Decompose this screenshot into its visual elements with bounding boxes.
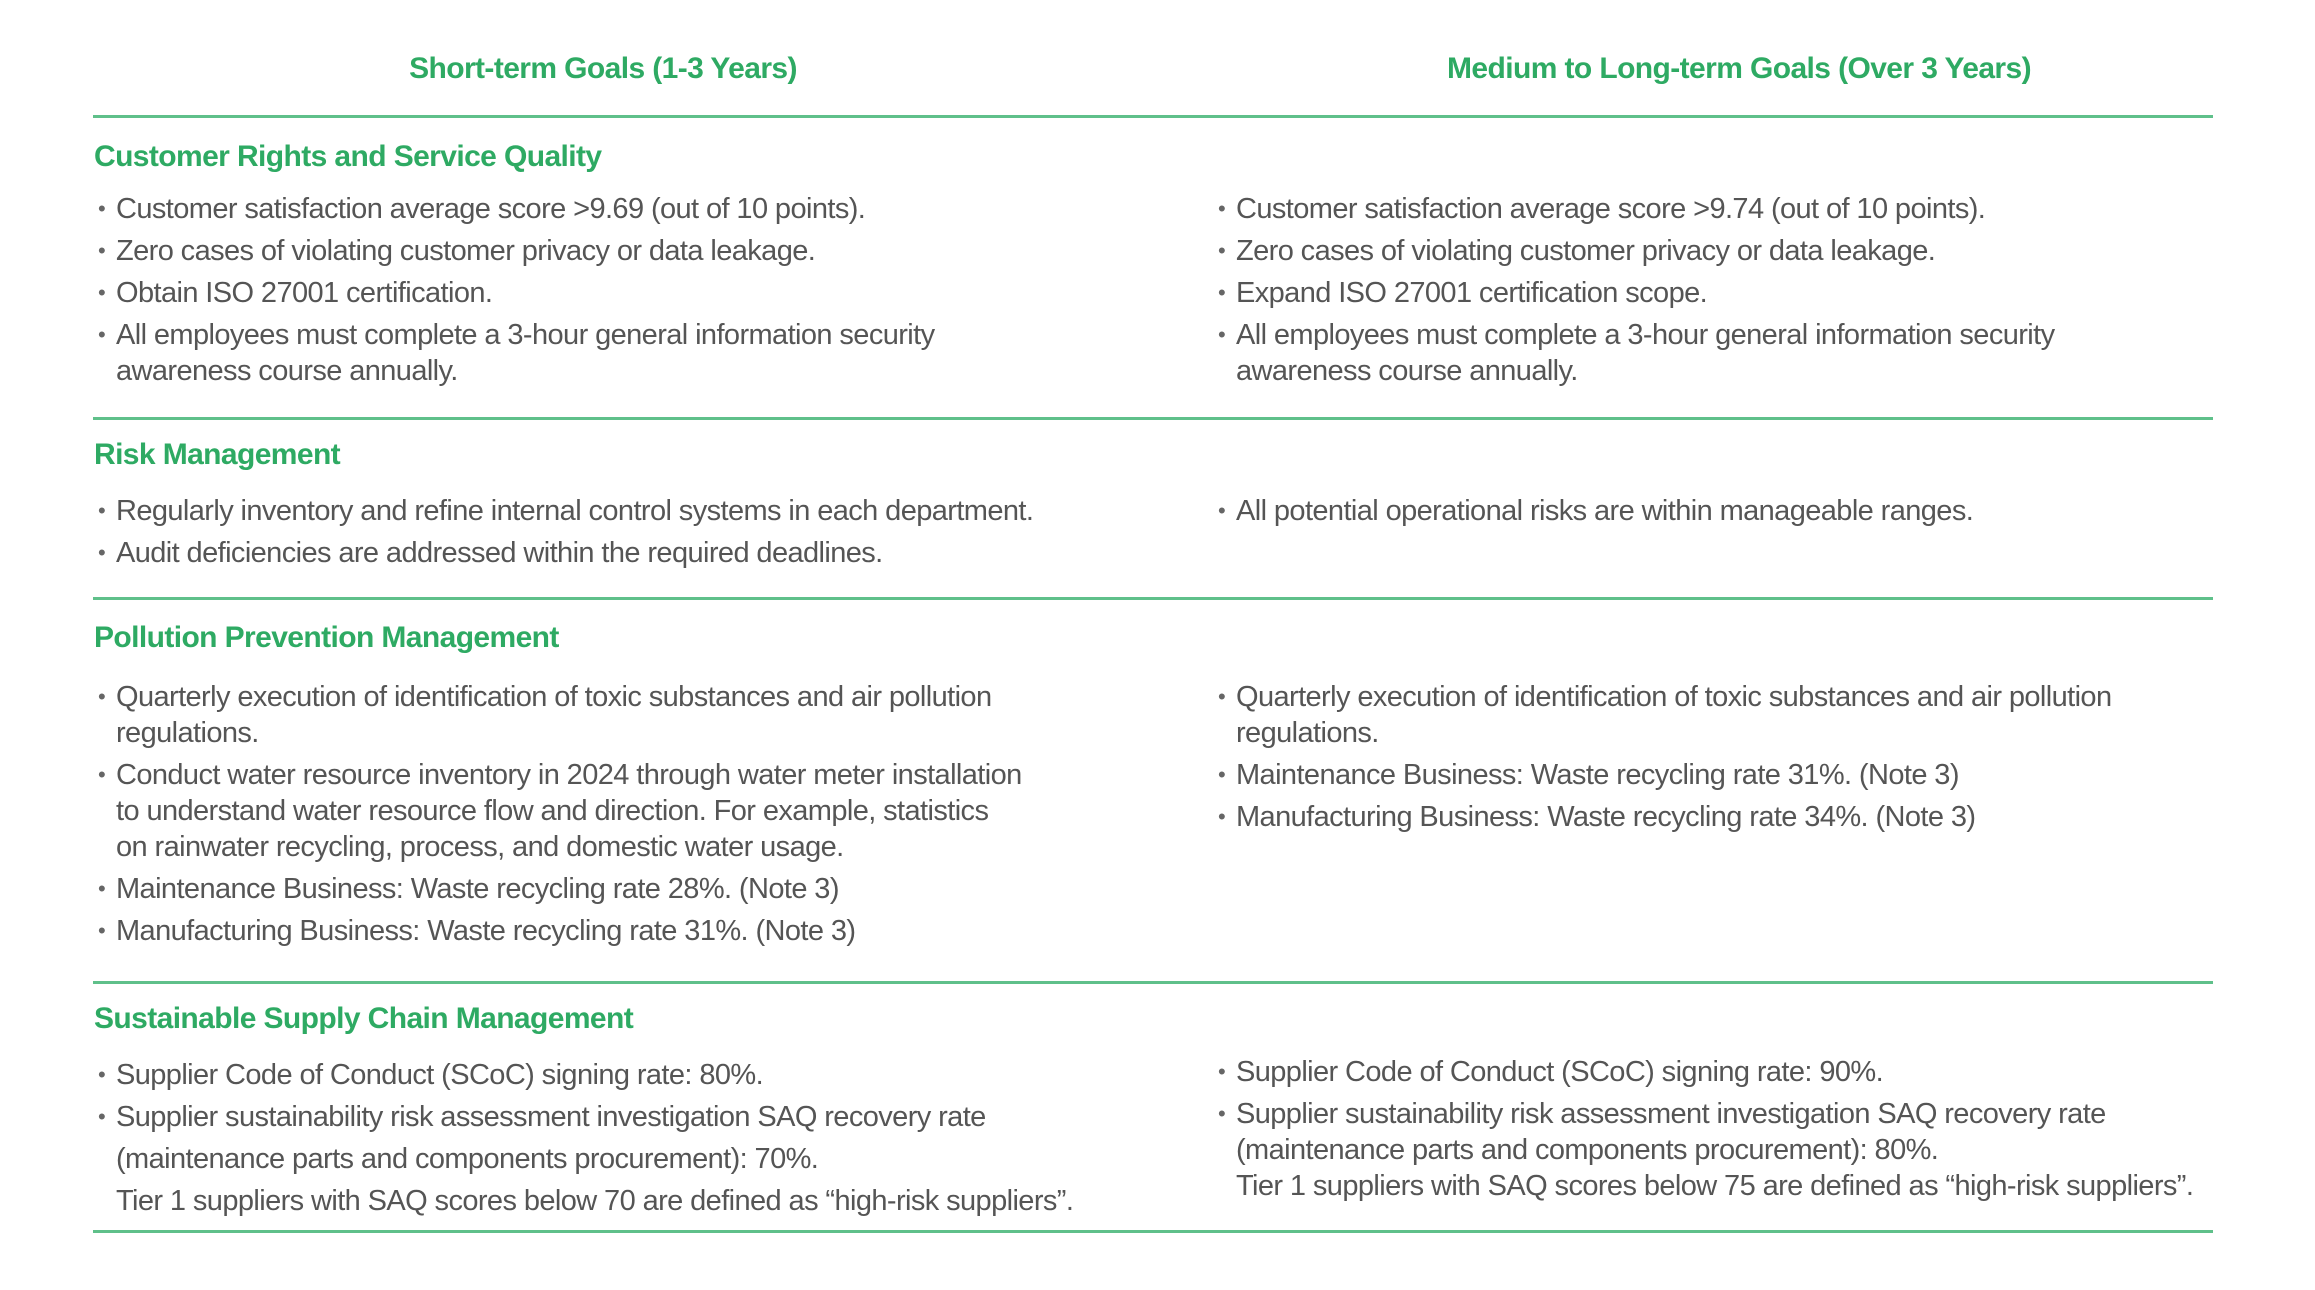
goal-item-long [1218,275,1708,311]
goal-text-line: awareness course annually. [1236,355,1578,387]
bullet-icon: • [98,540,106,565]
goal-text-line: Tier 1 suppliers with SAQ scores below 70 are defined as “high-risk suppliers”. [116,1185,1074,1217]
bullet-icon: • [1218,684,1226,709]
goal-item-short [98,493,1034,529]
goal-item-short [98,275,493,311]
goal-text-line: Customer satisfaction average score >9.69 (out of 10 points). [116,193,866,225]
goal-text-line: All employees must complete a 3-hour general information security [1236,319,2055,351]
goal-text-line: Supplier sustainability risk assessment investigation SAQ recovery rate [1236,1098,2106,1130]
goal-text-line: (maintenance parts and components procurement): 70%. [116,1143,819,1175]
goal-text-line: (maintenance parts and components procurement): 80%. [1236,1134,1939,1166]
section-title-customer-rights: Customer Rights and Service Quality [94,140,602,173]
goal-text-line: Manufacturing Business: Waste recycling rate 31%. (Note 3) [116,915,856,947]
section-title-supply-chain: Sustainable Supply Chain Management [94,1002,634,1035]
goal-item-long [1218,757,1959,793]
goal-text-line: Quarterly execution of identification of toxic substances and air pollution [116,681,992,713]
goal-text-line: Conduct water resource inventory in 2024 through water meter installation [116,759,1022,791]
bullet-icon: • [98,238,106,263]
goal-text-line: Tier 1 suppliers with SAQ scores below 75 are defined as “high-risk suppliers”. [1236,1170,2194,1202]
goal-text-line: Customer satisfaction average score >9.74 (out of 10 points). [1236,193,1986,225]
goal-text-line: Supplier Code of Conduct (SCoC) signing rate: 90%. [1236,1056,1884,1088]
goal-item-long [1218,799,1976,835]
column-header-long-term: Medium to Long-term Goals (Over 3 Years) [1447,52,2031,85]
section-title-risk-management: Risk Management [94,438,341,471]
bullet-icon: • [1218,1059,1226,1084]
goal-text-line: Audit deficiencies are addressed within the required deadlines. [116,537,883,569]
goal-item-short [98,317,935,389]
bullet-icon: • [1218,196,1226,221]
goal-text-line: Zero cases of violating customer privacy or data leakage. [116,235,816,267]
goal-item-long [1218,191,1986,227]
goal-text-line: regulations. [1236,717,1379,749]
bullet-icon: • [98,918,106,943]
bullet-icon: • [98,684,106,709]
goal-item-long [1218,233,1936,269]
goal-item-short [98,871,839,907]
goal-text-line: Supplier sustainability risk assessment investigation SAQ recovery rate [116,1101,986,1133]
goal-text-line: Maintenance Business: Waste recycling rate 31%. (Note 3) [1236,759,1959,791]
bullet-icon: • [98,322,106,347]
goal-item-short [98,757,1022,865]
goal-item-short [98,1096,1074,1222]
goal-text-line: awareness course annually. [116,355,458,387]
bullet-icon: • [98,498,106,523]
goal-item-long [1218,679,2112,751]
goal-text-line: All employees must complete a 3-hour general information security [116,319,935,351]
goal-text-line: regulations. [116,717,259,749]
goal-item-long [1218,1054,1884,1090]
goal-item-short [98,535,883,571]
divider [93,115,2213,118]
goal-text-line: Regularly inventory and refine internal control systems in each department. [116,495,1034,527]
goal-text-line: Zero cases of violating customer privacy or data leakage. [1236,235,1936,267]
goal-text-line: Obtain ISO 27001 certification. [116,277,493,309]
divider [93,1230,2213,1233]
goal-item-short [98,233,816,269]
bullet-icon: • [98,1062,106,1087]
bullet-icon: • [1218,1101,1226,1126]
bullet-icon: • [98,196,106,221]
bullet-icon: • [98,1104,106,1129]
goal-item-long [1218,1096,2194,1204]
goal-item-short [98,191,866,227]
bullet-icon: • [98,876,106,901]
column-header-short-term: Short-term Goals (1-3 Years) [409,52,797,85]
bullet-icon: • [1218,804,1226,829]
goal-text-line: Manufacturing Business: Waste recycling rate 34%. (Note 3) [1236,801,1976,833]
goal-text-line: to understand water resource flow and direction. For example, statistics [116,795,989,827]
bullet-icon: • [98,280,106,305]
bullet-icon: • [1218,238,1226,263]
goal-text-line: on rainwater recycling, process, and domestic water usage. [116,831,844,863]
divider [93,597,2213,600]
divider [93,417,2213,420]
goal-item-short [98,1054,764,1096]
bullet-icon: • [1218,498,1226,523]
goal-item-long [1218,317,2055,389]
goal-text-line: All potential operational risks are within manageable ranges. [1236,495,1974,527]
goal-item-short [98,679,992,751]
bullet-icon: • [1218,280,1226,305]
goal-text-line: Maintenance Business: Waste recycling rate 28%. (Note 3) [116,873,839,905]
goal-item-short [98,913,856,949]
divider [93,981,2213,984]
bullet-icon: • [1218,762,1226,787]
goal-text-line: Expand ISO 27001 certification scope. [1236,277,1708,309]
goal-text-line: Supplier Code of Conduct (SCoC) signing rate: 80%. [116,1059,764,1091]
goal-text-line: Quarterly execution of identification of toxic substances and air pollution [1236,681,2112,713]
section-title-pollution-prevention: Pollution Prevention Management [94,621,559,654]
bullet-icon: • [98,762,106,787]
bullet-icon: • [1218,322,1226,347]
goal-item-long [1218,493,1974,529]
